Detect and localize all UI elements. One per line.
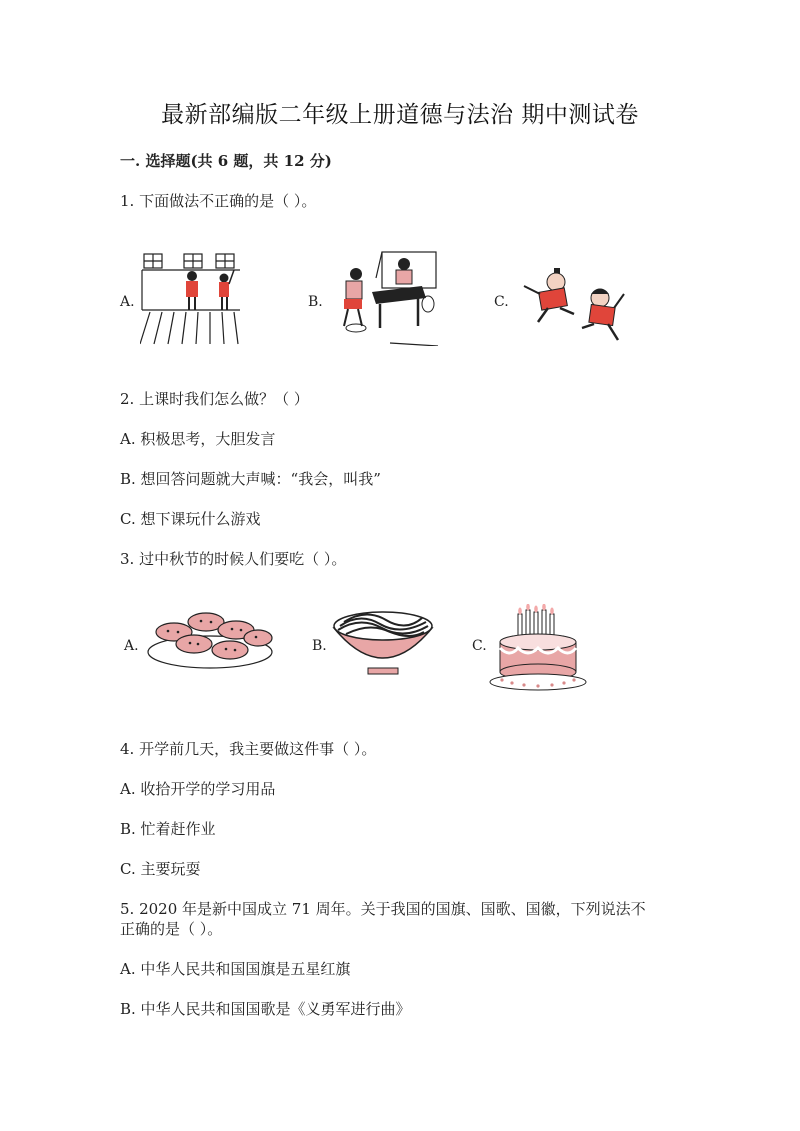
q1-option-c-label: C. xyxy=(494,294,509,310)
q1-option-c-image xyxy=(518,262,628,344)
q3-option-c-label: C. xyxy=(472,638,487,654)
q3-option-b-label: B. xyxy=(312,638,327,654)
page-title: 最新部编版二年级上册道德与法治 期中测试卷 xyxy=(161,102,639,128)
q3-option-b-image xyxy=(330,604,436,678)
q4-option-b[interactable]: B. 忙着赶作业 xyxy=(120,820,216,838)
q4-option-c[interactable]: C. 主要玩耍 xyxy=(120,860,201,878)
q1-option-a-label: A. xyxy=(120,294,135,310)
q2-option-c[interactable]: C. 想下课玩什么游戏 xyxy=(120,510,261,528)
q1-option-b-label: B. xyxy=(308,294,323,310)
section-heading: 一. 选择题(共 6 题，共 12 分) xyxy=(120,152,332,170)
q5-option-b[interactable]: B. 中华人民共和国国歌是《义勇军进行曲》 xyxy=(120,1000,411,1018)
question-5-stem-line-1: 5. 2020 年是新中国成立 71 周年。关于我国的国旗、国歌、国徽，下列说法不 xyxy=(120,900,646,918)
q3-option-a-image xyxy=(146,608,276,670)
question-4-stem: 4. 开学前几天，我主要做这件事（ ）。 xyxy=(120,740,377,758)
q3-option-c-image xyxy=(488,604,588,692)
q5-option-a[interactable]: A. 中华人民共和国国旗是五星红旗 xyxy=(120,960,351,978)
q1-option-a-image xyxy=(140,250,250,345)
question-1-stem: 1. 下面做法不正确的是（ ）。 xyxy=(120,192,317,210)
q4-option-a[interactable]: A. 收拾开学的学习用品 xyxy=(120,780,276,798)
question-3-stem: 3. 过中秋节的时候人们要吃（ ）。 xyxy=(120,550,347,568)
q3-option-a-label: A. xyxy=(124,638,139,654)
q2-option-a[interactable]: A. 积极思考，大胆发言 xyxy=(120,430,276,448)
q2-option-b[interactable]: B. 想回答问题就大声喊：“我会，叫我” xyxy=(120,470,381,488)
question-2-stem: 2. 上课时我们怎么做？（ ） xyxy=(120,390,309,408)
q1-option-b-image xyxy=(330,248,440,346)
question-5-stem-line-2: 正确的是（ ）。 xyxy=(120,920,223,938)
